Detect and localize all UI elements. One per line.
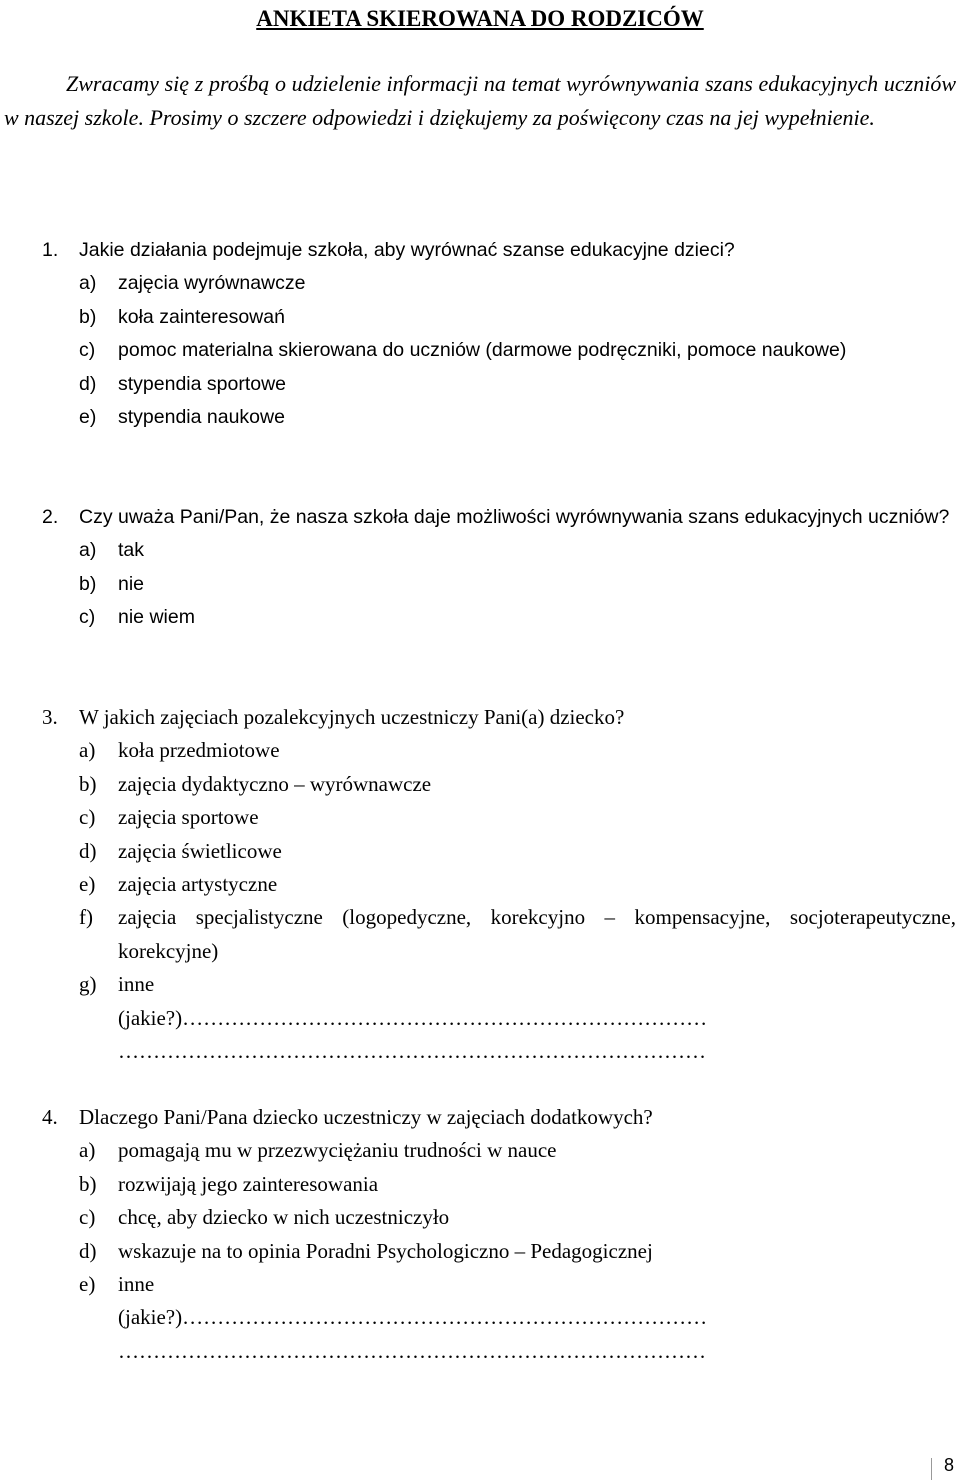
option-text: zajęcia wyrównawcze	[118, 272, 306, 295]
other-answer-line-2[interactable]: …………………………………………………………………………	[118, 1338, 706, 1363]
question-number: 1.	[42, 239, 59, 261]
question-text: W jakich zajęciach pozalekcyjnych uczestniczy Pani(a) dziecko?	[79, 705, 625, 729]
option-text: zajęcia artystyczne	[118, 872, 278, 897]
option-1d	[0, 368, 956, 401]
option-3f	[0, 901, 956, 968]
option-text: inne	[118, 972, 155, 997]
option-text: pomoc materialna skierowana do uczniów (darmowe podręczniki, pomoce naukowe)	[118, 339, 847, 362]
question-number: 2.	[42, 506, 59, 528]
option-letter: a)	[79, 539, 97, 562]
option-4e	[0, 1268, 956, 1301]
question-text: Jakie działania podejmuje szkoła, aby wyrównać szanse edukacyjne dzieci?	[79, 239, 735, 261]
option-1c	[0, 334, 956, 367]
option-letter: d)	[79, 1238, 97, 1263]
question-3-line	[0, 701, 956, 734]
question-2-line	[0, 501, 956, 534]
option-letter: b)	[79, 1171, 97, 1196]
option-4b	[0, 1168, 956, 1201]
option-text: koła zainteresowań	[118, 305, 285, 328]
option-letter: e)	[79, 872, 96, 897]
option-text: zajęcia świetlicowe	[118, 838, 282, 863]
option-text: pomagają mu w przezwyciężaniu trudności w nauce	[118, 1138, 557, 1163]
option-text: nie	[118, 572, 145, 595]
question-text: Czy uważa Pani/Pan, że nasza szkoła daje możliwości wyrównywania szans edukacyjnych uczniów?	[79, 506, 950, 528]
option-3e	[0, 868, 956, 901]
question-number: 3.	[42, 705, 58, 729]
question-1-line	[0, 234, 956, 267]
option-text: inne	[118, 1272, 155, 1297]
question-2	[0, 501, 956, 635]
option-letter: b)	[79, 771, 97, 796]
question-1	[0, 234, 956, 434]
question-3	[0, 701, 956, 1068]
question-4	[0, 1101, 956, 1368]
option-text: chcę, aby dziecko w nich uczestniczyło	[118, 1205, 450, 1230]
option-4d	[0, 1235, 956, 1268]
option-text: rozwijają jego zainteresowania	[118, 1171, 379, 1196]
option-letter: e)	[79, 406, 97, 429]
option-3b	[0, 768, 956, 801]
option-text: zajęcia specjalistyczne (logopedyczne, korekcyjno – kompensacyjne, socjoterapeutyczne, korekcyjne)	[118, 905, 956, 963]
page-number: 8	[943, 1455, 954, 1475]
option-letter: e)	[79, 1272, 96, 1297]
option-2c	[0, 601, 956, 634]
option-letter: b)	[79, 305, 97, 328]
option-4c	[0, 1201, 956, 1234]
option-3d	[0, 835, 956, 868]
question-text: Dlaczego Pani/Pana dziecko uczestniczy w zajęciach dodatkowych?	[79, 1105, 653, 1129]
question-4-line	[0, 1101, 956, 1134]
document-title: ANKIETA SKIEROWANA DO RODZICÓW	[256, 6, 704, 31]
option-3g	[0, 968, 956, 1001]
option-letter: c)	[79, 606, 96, 629]
option-4a	[0, 1134, 956, 1167]
question-number: 4.	[42, 1105, 58, 1129]
option-text: zajęcia sportowe	[118, 805, 259, 830]
option-letter: b)	[79, 572, 97, 595]
option-letter: d)	[79, 838, 97, 863]
option-letter: a)	[79, 1138, 96, 1163]
option-text: tak	[118, 539, 145, 562]
option-text: nie wiem	[118, 606, 195, 629]
option-letter: c)	[79, 1205, 96, 1230]
option-letter: d)	[79, 372, 97, 395]
other-answer-line-1[interactable]: (jakie?)…………………………………………………………………	[118, 1305, 708, 1330]
other-answer-line-2[interactable]: …………………………………………………………………………	[118, 1039, 706, 1064]
option-letter: g)	[79, 972, 97, 997]
option-text: stypendia naukowe	[118, 406, 285, 429]
option-letter: a)	[79, 272, 97, 295]
option-1b	[0, 301, 956, 334]
other-answer-line-1[interactable]: (jakie?)…………………………………………………………………	[118, 1005, 708, 1030]
option-text: wskazuje na to opinia Poradni Psychologiczno – Pedagogicznej	[118, 1238, 653, 1263]
option-letter: c)	[79, 339, 96, 362]
option-letter: f)	[79, 905, 93, 930]
option-1e	[0, 401, 956, 434]
intro-paragraph: Zwracamy się z prośbą o udzielenie informacji na temat wyrównywania szans edukacyjnych uczniów w naszej szkole. Prosimy o szczere odpowiedzi i dziękujemy za poświęcony czas na jej wypełnienie.	[4, 71, 956, 130]
option-2b	[0, 568, 956, 601]
option-letter: c)	[79, 805, 96, 830]
option-text: zajęcia dydaktyczno – wyrównawcze	[118, 771, 432, 796]
option-text: koła przedmiotowe	[118, 738, 280, 763]
option-3a	[0, 734, 956, 767]
option-1a	[0, 267, 956, 300]
option-3c	[0, 801, 956, 834]
option-letter: a)	[79, 738, 96, 763]
option-text: stypendia sportowe	[118, 372, 287, 395]
option-2a	[0, 534, 956, 567]
